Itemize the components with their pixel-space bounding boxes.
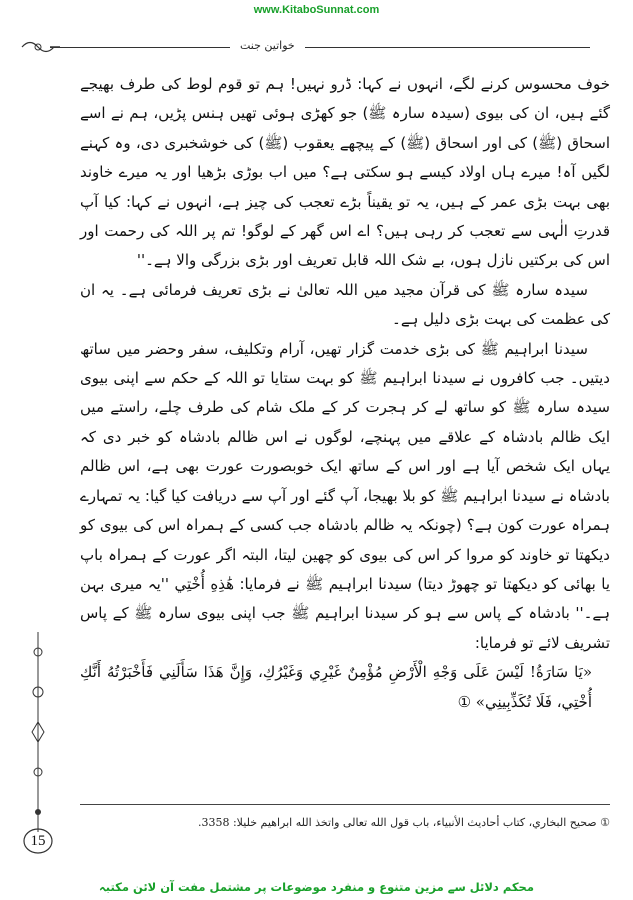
page-number-label: 15 — [30, 833, 46, 849]
page-body — [80, 70, 610, 717]
site-url[interactable]: www.KitaboSunnat.com — [253, 4, 380, 16]
footnote: ① صحيح البخاري، كتاب أحاديث الأنبياء، باب قول الله تعالى واتخذ الله ابراهيم خليلا: 3358. — [197, 816, 610, 829]
page-number — [22, 827, 54, 855]
header-rule — [50, 47, 590, 48]
paragraph-2: سیدہ سارہ ﷺ کی قرآن مجید میں اللہ تعالیٰ نے بڑی تعریف فرمائی ہے۔ یہ ان کی عظمت کی بہت بڑی دلیل ہے۔ — [80, 280, 610, 329]
margin-ornament-icon — [28, 632, 48, 832]
page-header — [20, 36, 600, 58]
paragraph-3: سیدنا ابراہیم ﷺ کی بڑی خدمت گزار تھیں، آرام وتکلیف، سفر وحضر میں ساتھ دیتیں۔ جب کافروں نے سیدنا ابراہیم ﷺ کو بہت ستایا تو اللہ کے حکم سے اپنی بیوی سیدہ سارہ ﷺ کو ساتھ لے کر ہجرت کر کے ملک شام کی طرف چلے، راستے میں ایک ظالم بادشاہ کے علاقے میں پہنچے، لوگوں نے اس ظالم بادشاہ کو خبر دی کہ یہاں ایک شخص آیا ہے اور اس کے ساتھ ایک خوبصورت عورت بھی ہے، اس ظالم بادشاہ نے سیدنا ابراہیم ﷺ کو بلا بھیجا، آپ گئے اور آپ سے دریافت کیا گیا: یہ تمہارے ہمراہ عورت کون ہے؟ (چونکہ یہ ظالم بادشاہ جب کسی کے ہمراہ اس کی بیوی کو دیکھتا تو خاوند کو مروا کر اس کی بیوی کو چھین لیتا، البتہ اگر عورت کے ہمراہ باپ یا بھائی کو دیکھتا تو چھوڑ دیتا) سیدنا ابراہیم ﷺ نے فرمایا: هَٰذِهِ أُخْتِي ''یہ میری بہن ہے۔'' بادشاہ کے پاس سے ہو کر سیدنا ابراہیم ﷺ جب اپنی بیوی سارہ ﷺ کے پاس تشریف لائے تو فرمایا: — [80, 339, 610, 652]
bottom-banner: محکم دلائل سے مزین متنوع و منفرد موضوعات پر مشتمل مفت آن لائن مکتبہ — [99, 880, 534, 894]
paragraph-1: خوف محسوس کرنے لگے، انہوں نے کہا: ڈرو نہیں! ہم تو قوم لوط کی طرف بھیجے گئے ہیں، ان کی بیوی (سیدہ سارہ ﷺ) جو کھڑی ہوئی تھیں ہنس پڑیں، ہم نے اسے اسحاق (ﷺ) کی اور اسحاق (ﷺ) کے پیچھے یعقوب (ﷺ) کی خوشخبری دی، وہ کہنے لگیں آہ! میرے ہاں اولاد کیسے ہو سکتی ہے؟ میں اب بوڑی بڑھیا اور یہ میرے خاوند بھی بہت بڑی عمر کے ہیں، یہ تو یقیناً بڑے تعجب کی چیز ہے، انہوں نے کہا: کیا آپ قدرتِ الٰہی سے تعجب کر رہی ہیں؟ اے اس گھر کے لوگو! تم پر اللہ کی رحمت اور اس کی برکتیں نازل ہوں، بے شک اللہ قابل تعریف اور بڑی بزرگی والا ہے۔'' — [80, 75, 610, 270]
footnote-rule — [80, 804, 610, 805]
header-title: خواتین جنت — [230, 36, 305, 56]
arabic-quote: «يَا سَارَةُ! لَيْسَ عَلَى وَجْهِ الْأَرْضِ مُؤْمِنٌ غَيْرِي وَغَيْرُكِ، وَإِنَّ هَذَا سَأَلَنِي فَأَخْبَرْتُهُ أَنَّكِ أُخْتِي، فَلَا تُكَذِّبِينِي» ① — [80, 663, 592, 711]
